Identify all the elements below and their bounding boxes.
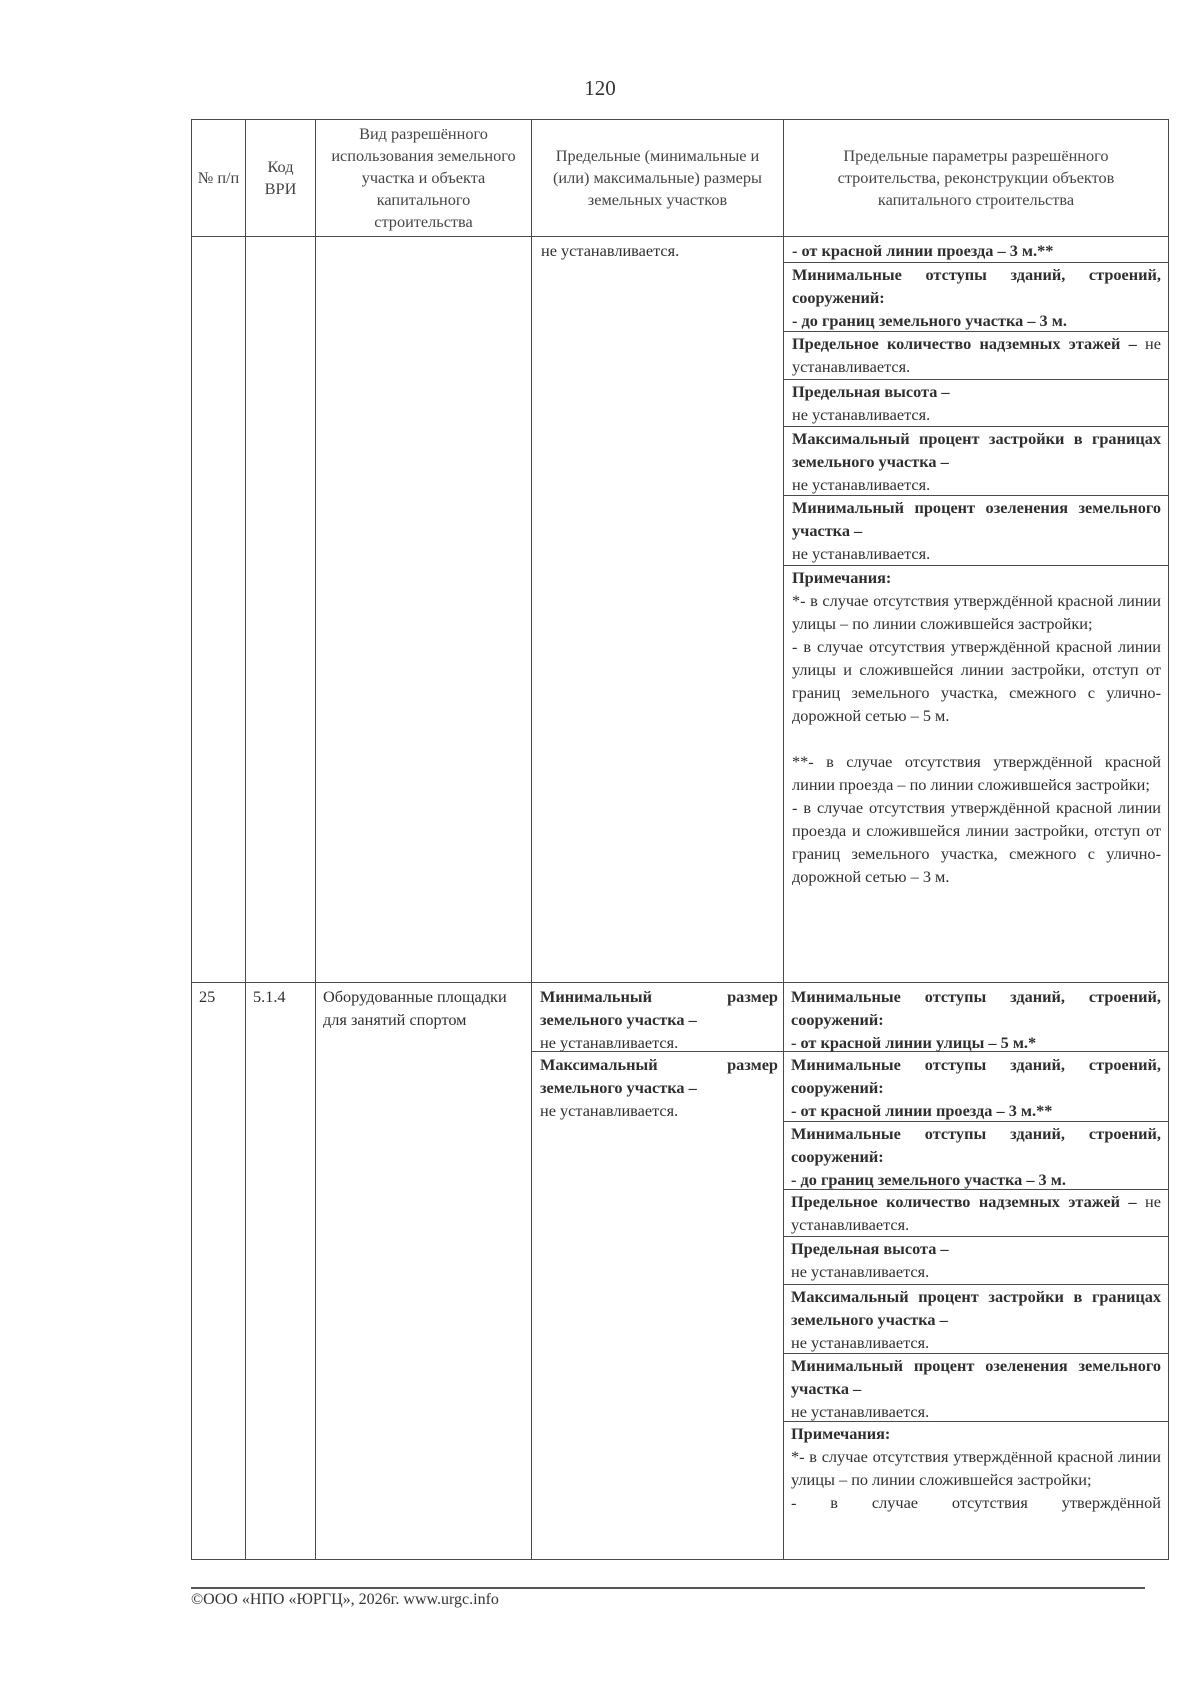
row-25-param-max-coverage	[791, 1285, 1161, 1354]
param-heading: Предельное количество надземных этажей –	[792, 334, 1137, 353]
header-permitted-use: Вид разрешённого использования земельного участка и объекта капитального строительства	[331, 123, 516, 231]
footer-copyright: ©ООО «НПО «ЮРГЦ», 2026г. www.urgc.info	[191, 1591, 499, 1608]
regulations-table	[191, 119, 1169, 1560]
note-paragraph: *- в случае отсутствия утверждённой красной линии улицы – по линии сложившейся застройки;	[791, 1447, 1161, 1489]
row-25-notes	[791, 1422, 1161, 1558]
continued-param-height	[792, 380, 1161, 426]
row-25-permitted-use: Оборудованные площадки для занятий спортом	[323, 987, 507, 1029]
column-divider	[783, 119, 784, 1560]
row-25-param-height	[791, 1237, 1161, 1283]
param-value: не устанавливается.	[791, 1192, 1161, 1234]
column-divider	[245, 119, 246, 1560]
param-heading: Минимальные отступы зданий, строений, сооружений:	[791, 987, 1161, 1029]
param-text: - от красной линии проезда – 3 м.**	[792, 241, 1054, 260]
page-number: 120	[584, 76, 616, 100]
row-25-top-rule	[191, 982, 1169, 983]
param-value: не устанавливается.	[792, 405, 931, 424]
param-heading: Минимальный процент озеленения земельного участка –	[791, 1356, 1161, 1398]
continued-param-setback-driveway	[792, 239, 1161, 262]
row-25-number: 25	[199, 987, 216, 1006]
note-paragraph: **- в случае отсутствия утверждённой красной линии проезда – по линии сложившейся застройки;	[792, 752, 1161, 794]
note-paragraph: - в случае отсутствия утверждённой красной линии проезда и сложившейся линии застройки, отступ от границ земельного участка, смежного с улично-дорожной сетью – 3 м.	[792, 798, 1161, 886]
note-paragraph: - в случае отсутствия утверждённой красной линии улицы и сложившейся линии застройки, отступ от границ земельного участка, смежного с улично-дорожной сетью – 5 м.	[792, 637, 1161, 725]
param-heading: Максимальный процент застройки в границах земельного участка –	[791, 1287, 1161, 1329]
size-value: не устанавливается.	[540, 1101, 679, 1120]
continued-param-floors	[792, 332, 1161, 378]
param-heading: Минимальные отступы зданий, строений, сооружений:	[791, 1055, 1161, 1097]
note-paragraph: - в случае отсутствия утверждённой	[791, 1493, 1161, 1512]
size-heading: Максимальный размер земельного участка –	[540, 1055, 778, 1097]
param-value: - до границ земельного участка – 3 м.	[791, 1170, 1066, 1189]
param-heading: Минимальные отступы зданий, строений, сооружений:	[792, 265, 1161, 307]
table-border-bottom	[191, 1559, 1169, 1560]
param-value: не устанавливается.	[791, 1262, 930, 1281]
param-value: - от красной линии улицы – 5 м.*	[791, 1033, 1037, 1052]
size-value: не устанавливается.	[540, 1033, 679, 1052]
param-heading: Предельное количество надземных этажей –	[791, 1192, 1137, 1211]
param-value: не устанавливается.	[791, 1402, 930, 1421]
footer-rule	[191, 1587, 1145, 1589]
header-bottom-rule	[191, 236, 1169, 237]
param-value: - от красной линии проезда – 3 м.**	[791, 1101, 1053, 1120]
param-heading: Предельная высота –	[792, 382, 950, 401]
table-border-right	[1168, 119, 1169, 1560]
param-value: - до границ земельного участка – 3 м.	[792, 311, 1067, 330]
column-divider	[531, 119, 532, 1560]
param-value: не устанавливается.	[792, 334, 1161, 376]
header-code: Код ВРИ	[264, 157, 297, 198]
param-heading: Предельная высота –	[791, 1239, 949, 1258]
row-25-min-size	[540, 985, 778, 1054]
table-border-left	[191, 119, 192, 1560]
notes-title: Примечания:	[791, 1424, 891, 1443]
continued-notes	[792, 566, 1161, 888]
row-25-param-setback-plot	[791, 1122, 1161, 1191]
continued-param-max-coverage	[792, 427, 1161, 496]
row-25-param-min-greening	[791, 1354, 1161, 1423]
size-heading: Минимальный размер земельного участка –	[540, 987, 778, 1029]
column-divider	[315, 119, 316, 1560]
row-25-code: 5.1.4	[253, 987, 286, 1006]
param-value: не устанавливается.	[792, 475, 931, 494]
param-value: не устанавливается.	[792, 544, 931, 563]
note-paragraph: *- в случае отсутствия утверждённой красной линии улицы – по линии сложившейся застройки;	[792, 591, 1161, 633]
note-spacer	[792, 727, 1161, 750]
param-heading: Максимальный процент застройки в границах земельного участка –	[792, 429, 1161, 471]
header-number: № п/п	[197, 168, 240, 187]
row-25-param-floors	[791, 1190, 1161, 1236]
param-value: не устанавливается.	[791, 1333, 930, 1352]
continued-param-min-greening	[792, 496, 1161, 565]
header-building-parameters: Предельные параметры разрешённого строительства, реконструкции объектов капитального строительства	[837, 146, 1115, 209]
continued-param-setback-plot	[792, 263, 1161, 332]
row-25-param-setback-driveway	[791, 1053, 1161, 1122]
notes-title: Примечания:	[792, 568, 892, 587]
header-plot-sizes: Предельные (минимальные и (или) максимальные) размеры земельных участков	[553, 146, 762, 209]
param-heading: Минимальные отступы зданий, строений, сооружений:	[791, 1124, 1161, 1166]
row-25-max-size	[540, 1053, 778, 1122]
continued-size-text: не устанавливается.	[541, 241, 680, 260]
param-heading: Минимальный процент озеленения земельного участка –	[792, 498, 1161, 540]
row-25-param-setback-street	[791, 985, 1161, 1054]
